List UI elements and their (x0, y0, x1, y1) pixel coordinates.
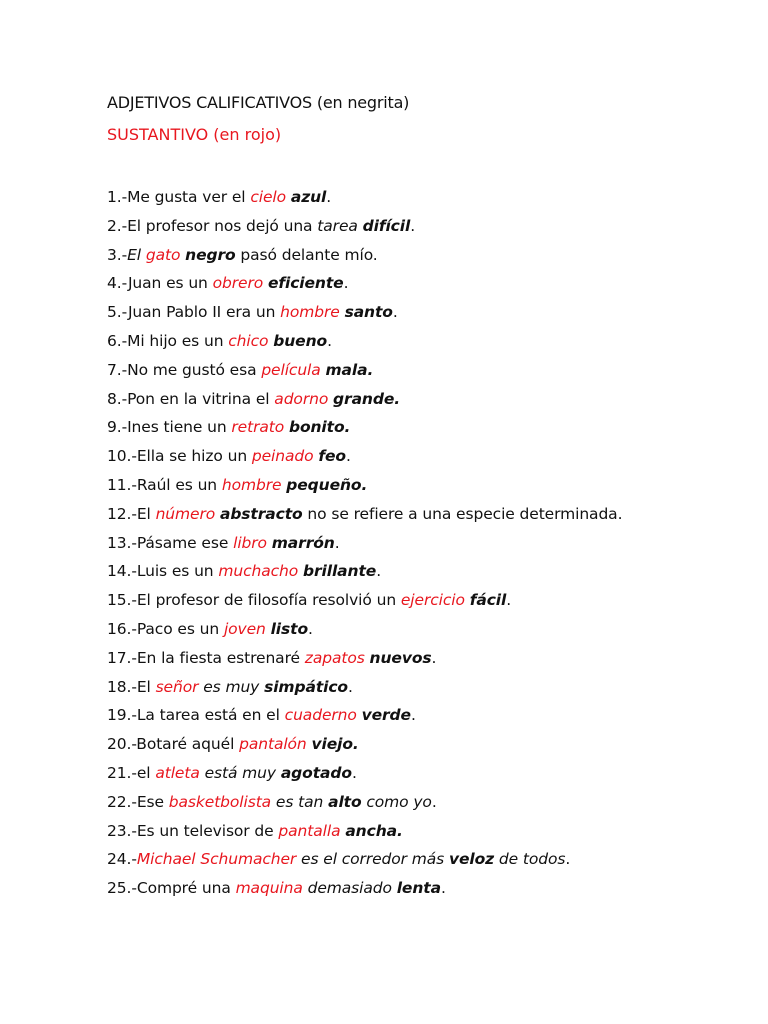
sentence-text: . (410, 216, 416, 235)
adjective-word: fácil (469, 591, 507, 610)
noun-word: ejercicio (400, 591, 465, 610)
sentence-text: pasó delante mío. (235, 245, 378, 264)
sentence-text: . (351, 763, 357, 782)
sentence-text: . (345, 447, 351, 466)
italic-text: El (127, 245, 141, 264)
sentence-line (107, 471, 747, 500)
adjective-word: santo (344, 303, 393, 322)
sentence-text: . (327, 331, 332, 350)
sentence-text: 8.-Pon en la vitrina el (107, 389, 275, 408)
sentence-line (107, 356, 747, 385)
adjective-word: verde (361, 706, 411, 725)
sentence-text: . (376, 562, 382, 581)
sentence-text: 18.-El (107, 677, 156, 696)
italic-text: como yo (366, 792, 432, 811)
sentence-line (107, 845, 747, 874)
sentence-text: 13.-Pásame ese (107, 533, 234, 552)
sentence-line (107, 500, 747, 529)
adjective-word: bonito. (288, 418, 351, 437)
sentence-line (107, 644, 747, 673)
adjective-word: listo (270, 619, 309, 638)
adjective-word: pequeño. (286, 475, 368, 494)
adjective-word: mala. (325, 360, 374, 379)
sentence-text: 24.- (107, 850, 137, 869)
noun-word: atleta (155, 763, 200, 782)
adjective-word: veloz (448, 850, 495, 869)
sentence-text: . (431, 792, 437, 811)
sentence-line (107, 730, 747, 759)
sentence-text: 10.-Ella se hizo un (107, 447, 252, 466)
sentence-text: 7.-No me gustó esa (107, 360, 262, 379)
sentence-text: 21.-el (107, 763, 156, 782)
sentence-line (107, 385, 747, 414)
sentence-text: 9.-Ines tiene un (107, 418, 232, 437)
noun-word: Michael Schumacher (136, 850, 297, 869)
noun-word: cielo (250, 188, 286, 206)
adjective-word: lenta (396, 879, 441, 898)
noun-word: cuaderno (284, 706, 357, 725)
sentence-text: . (565, 850, 571, 869)
noun-word: zapatos (304, 648, 365, 667)
sentence-text: . (343, 274, 349, 293)
sentence-line (107, 557, 747, 586)
italic-text: es tan (275, 792, 324, 811)
noun-word: hombre (221, 475, 282, 494)
noun-word: adorno (274, 389, 329, 408)
sentence-text: . (410, 706, 416, 725)
sentence-line (107, 759, 747, 788)
adjective-word: marrón (271, 533, 335, 552)
sentence-text: 14.-Luis es un (107, 562, 219, 581)
noun-word: película (261, 360, 321, 379)
sentence-line (107, 788, 747, 817)
sentence-line (107, 701, 747, 730)
sentence-text: . (392, 303, 398, 322)
sentence-line (107, 817, 747, 846)
noun-word: pantalla (278, 821, 341, 840)
sentence-line (107, 413, 747, 442)
adjective-word: abstracto (219, 504, 303, 523)
adjective-word: viejo. (311, 735, 359, 754)
sentence-text: 2.-El profesor nos dejó una (107, 216, 318, 235)
adjective-word: ancha. (345, 821, 403, 840)
noun-word: número (155, 504, 216, 523)
sentence-line (107, 874, 747, 903)
noun-word: gato (145, 245, 181, 264)
sentence-line (107, 298, 747, 327)
sentence-text: 16.-Paco es un (107, 619, 224, 638)
sentence-text: 19.-La tarea está en el (107, 706, 285, 725)
italic-text: de todos (498, 850, 566, 869)
sentence-line (107, 269, 747, 298)
sentence-text: 12.-El (107, 504, 156, 523)
sentence-text: no se refiere a una especie determinada. (302, 504, 623, 523)
sentence-text: . (431, 648, 437, 667)
sentence-text: . (326, 188, 332, 206)
sentence-text: 15.-El profesor de filosofía resolvió un (107, 591, 401, 610)
sentence-text: . (347, 677, 353, 696)
italic-text: tarea (317, 216, 358, 235)
noun-word: muchacho (218, 562, 299, 581)
sentence-line (107, 442, 747, 471)
sentence-text: 1.-Me gusta ver el (107, 188, 251, 206)
noun-word: peinado (251, 447, 314, 466)
sentence-text: 25.-Compré una (107, 879, 236, 898)
adjective-word: alto (328, 792, 362, 811)
sentence-text: 6.-Mi hijo es un (107, 331, 229, 350)
adjective-word: agotado (280, 763, 352, 782)
sentence-text: 11.-Raúl es un (107, 475, 222, 494)
sentence-text: . (506, 591, 512, 610)
adjective-word: grande. (333, 389, 401, 408)
noun-word: maquina (235, 879, 303, 898)
noun-word: hombre (280, 303, 340, 322)
italic-text: es muy (203, 677, 260, 696)
adjective-word: bueno (273, 331, 328, 350)
sentence-line (107, 183, 747, 212)
noun-word: chico (228, 331, 269, 350)
adjective-word: azul (290, 188, 327, 206)
sentence-line (107, 327, 747, 356)
adjective-word: difícil (362, 216, 411, 235)
noun-word: joven (223, 619, 266, 638)
noun-word: basketbolista (168, 792, 272, 811)
adjective-word: negro (185, 245, 236, 264)
italic-text: está muy (204, 763, 276, 782)
sentence-text: 17.-En la fiesta estrenaré (107, 648, 305, 667)
document-subtitle: SUSTANTIVO (en rojo) (107, 125, 282, 144)
adjective-word: feo (318, 447, 346, 466)
noun-word: pantalón (239, 735, 307, 754)
sentence-line (107, 615, 747, 644)
sentence-text: 3.- (107, 245, 128, 264)
sentence-text: . (334, 533, 340, 552)
adjective-word: brillante (302, 562, 377, 581)
document-title: ADJETIVOS CALIFICATIVOS (en negrita) (107, 93, 410, 112)
italic-text: es el corredor más (301, 850, 445, 869)
sentence-text: 5.-Juan Pablo II era un (107, 303, 281, 322)
noun-word: libro (233, 533, 267, 552)
adjective-word: nuevos (369, 648, 432, 667)
adjective-word: eficiente (267, 274, 344, 293)
sentence-line (107, 586, 747, 615)
sentence-line (107, 241, 747, 270)
sentence-line (107, 673, 747, 702)
sentence-text: . (440, 879, 446, 898)
adjective-word: simpático (264, 677, 348, 696)
sentence-list (107, 183, 747, 903)
sentence-line (107, 529, 747, 558)
sentence-text: 23.-Es un televisor de (107, 821, 279, 840)
sentence-text: 20.-Botaré aquél (107, 735, 240, 754)
sentence-line (107, 212, 747, 241)
noun-word: retrato (231, 418, 285, 437)
sentence-text: . (308, 619, 313, 638)
noun-word: obrero (212, 274, 264, 293)
sentence-text: 22.-Ese (107, 792, 169, 811)
italic-text: demasiado (307, 879, 392, 898)
sentence-text: 4.-Juan es un (107, 274, 213, 293)
noun-word: señor (155, 677, 199, 696)
